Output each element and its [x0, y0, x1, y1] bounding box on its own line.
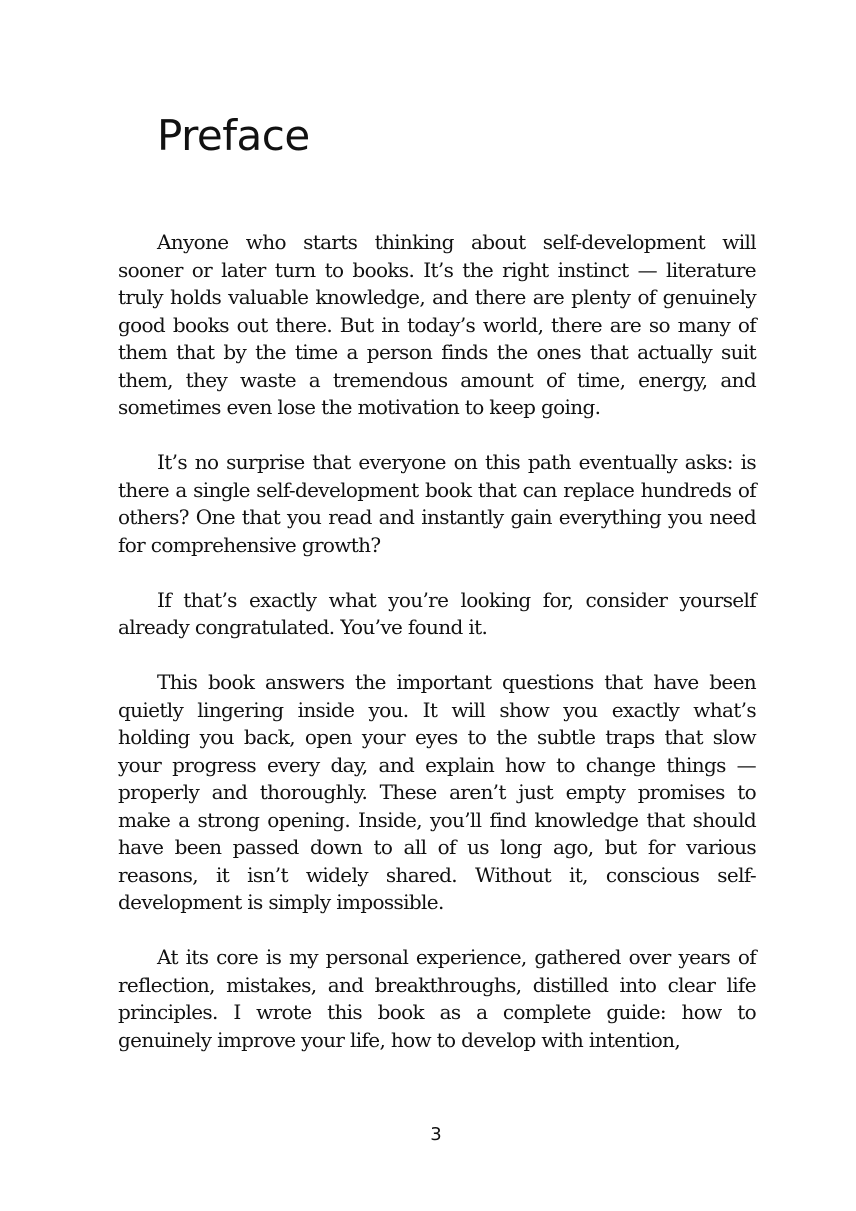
paragraph: At its core is my personal experience, gathered over years of reflection, mistakes, and breakthroughs, distilled into clear life principles. I wrote this book as a complete guide: how to genuinely improve your life, how to develop with intention, [118, 945, 756, 1052]
chapter-heading: Preface [157, 111, 310, 160]
paragraph: If that’s exactly what you’re looking for, consider yourself already congratulated. You’ve found it. [118, 587, 756, 639]
paragraph: This book answers the important questions that have been quietly lingering inside you. It will show you exactly what’s holding you back, open your eyes to the subtle traps that slow your progress every day, and explain how to change things — properly and thoroughly. These aren’t just empty promises to make a strong opening. Inside, you’ll find knowledge that should have been passed down to all of us long ago, but for various reasons, it isn’t widely shared. Without it, conscious self-development is simply impossible. [118, 670, 756, 914]
body-text [118, 229, 756, 1082]
page-number: 3 [430, 1124, 442, 1145]
paragraph: It’s no surprise that everyone on this path eventually asks: is there a single self-development book that can replace hundreds of others? One that you read and instantly gain everything you need for comprehensive growth? [118, 450, 756, 557]
paragraph: Anyone who starts thinking about self-development will sooner or later turn to books. It’s the right instinct — literature truly holds valuable knowledge, and there are plenty of genuinely good books out there. But in today’s world, there are so many of them that by the time a person finds the ones that actually suit them, they waste a tremendous amount of time, energy, and sometimes even lose the motivation to keep going. [118, 230, 756, 419]
